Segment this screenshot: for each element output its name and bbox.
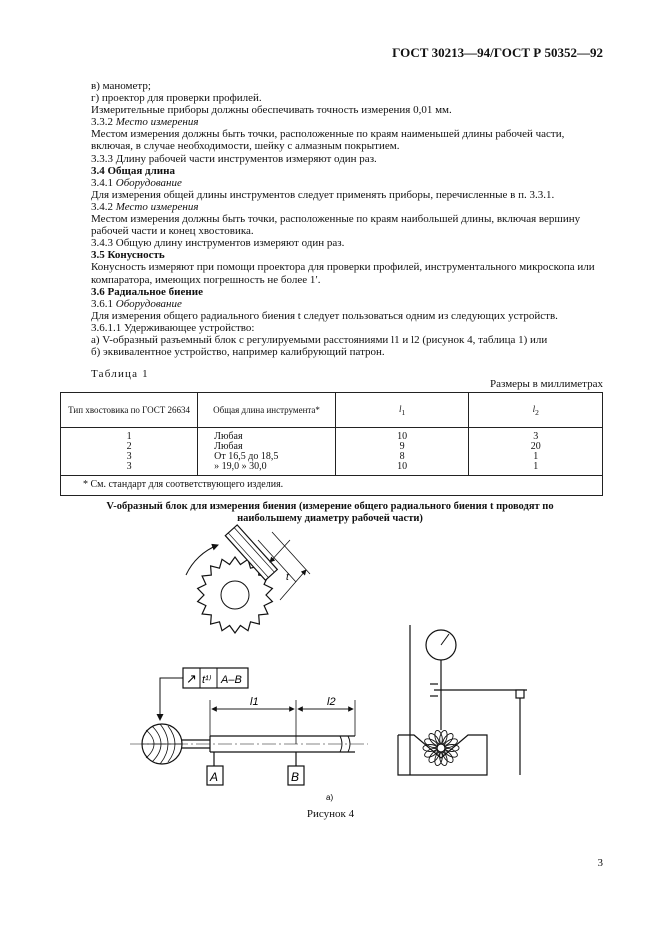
paragraph: Местом измерения должны быть точки, расположенные по краям наибольшей длины, включая вершину рабочей части и конец хвостовика.: [91, 213, 581, 238]
datum-markers: [207, 752, 304, 785]
paragraph: а) V-образный разъемный блок с регулируемыми расстояниями l1 и l2 (рисунок 4, таблица 1) или: [91, 333, 548, 346]
paragraph: Для измерения общей длины инструментов следует применять приборы, перечисленные в п. 3.3.1.: [91, 188, 555, 201]
subsection-number: 3.6.1: [91, 297, 116, 310]
bur-side-view: [130, 724, 368, 764]
table-label: Таблица 1: [91, 368, 149, 380]
label-l1: l1: [250, 696, 259, 708]
subsection-title: Оборудование: [115, 297, 182, 310]
label-l2: l2: [327, 696, 336, 708]
label-t: t: [286, 572, 289, 583]
page-number: 3: [597, 857, 603, 869]
tolerance-frame: [160, 668, 248, 720]
subfigure-label: а): [326, 793, 334, 802]
page-header: ГОСТ 30213—94/ГОСТ Р 50352—92: [392, 45, 603, 60]
cell: 9: [335, 442, 469, 452]
col-header-l2: $l_2$: [469, 393, 603, 428]
table-note: * См. стандарт для соответствующего изделия.: [61, 476, 603, 496]
subsection-number: 3.4.2: [91, 200, 116, 213]
cell: 3: [61, 452, 198, 462]
subsection-title: Оборудование: [115, 176, 182, 189]
subsection-number: 3.4.1: [91, 176, 116, 189]
cell: 8: [335, 452, 469, 462]
cell: 3: [469, 428, 603, 443]
cell: Любая: [198, 428, 336, 443]
indicator-setup: [398, 625, 527, 775]
col-header-l1: $l_1$: [335, 393, 469, 428]
cell: » 19,0 » 30,0: [198, 462, 336, 476]
paragraph: б) эквивалентное устройство, например калибрующий патрон.: [91, 346, 385, 359]
datum-ref: A–B: [221, 674, 242, 686]
datum-b: B: [291, 770, 300, 784]
table-units: Размеры в миллиметрах: [490, 378, 603, 390]
cell: 10: [335, 462, 469, 476]
paragraph: 3.4.3 Общую длину инструментов измеряют один раз.: [91, 237, 345, 250]
section-heading: 3.5 Конусность: [91, 249, 165, 262]
cell: Любая: [198, 442, 336, 452]
cell: 1: [61, 428, 198, 443]
col-header-length: Общая длина инструмента*: [198, 393, 336, 428]
datum-a: A: [210, 770, 219, 784]
subsection-title: Место измерения: [115, 200, 199, 213]
paragraph: Конусность измеряют при помощи проектора для проверки профилей, инструментального микроскопа или компаратора, имеющих погрешность не более 1′.: [91, 261, 595, 286]
paragraph: г) проектор для проверки профилей.: [91, 92, 262, 105]
cell: 1: [469, 462, 603, 476]
subsection-title: Место измерения: [115, 116, 199, 129]
paragraph: Измерительные приборы должны обеспечивать точность измерения 0,01 мм.: [91, 104, 452, 117]
subsection-number: 3.3.2: [91, 116, 116, 129]
cell: 3: [61, 462, 198, 476]
paragraph: Местом измерения должны быть точки, расположенные по краям наименьшей длины рабочей части, включая, в случае необходимости, шейку с алмазным покрытием.: [91, 128, 565, 153]
gear-view: [186, 525, 310, 633]
figure-number: Рисунок 4: [306, 808, 355, 820]
tolerance-value: t¹⁾: [202, 674, 212, 686]
section-heading: 3.4 Общая длина: [91, 164, 175, 177]
paragraph: 3.3.3 Длину рабочей части инструментов измеряют один раз.: [91, 152, 377, 165]
runout-symbol: ↗: [186, 671, 197, 686]
cell: 10: [335, 428, 469, 443]
paragraph: Для измерения общего радиального биения t следует пользоваться одним из следующих устройств.: [91, 309, 558, 322]
cell: От 16,5 до 18,5: [198, 452, 336, 462]
bur-core: [437, 744, 445, 752]
section-heading: 3.6 Радиальное биение: [91, 285, 203, 298]
col-header-shank: Тип хвостовика по ГОСТ 26634: [61, 393, 198, 428]
paragraph: в) манометр;: [91, 80, 151, 92]
cell: 2: [61, 442, 198, 452]
paragraph: 3.6.1.1 Удерживающее устройство:: [91, 321, 255, 334]
cell: 20: [469, 442, 603, 452]
figure-caption: V-образный блок для измерения биения (измерение общего радиального биения t проводят по наибольшему диаметру рабочей части): [106, 501, 554, 524]
cell: 1: [469, 452, 603, 462]
